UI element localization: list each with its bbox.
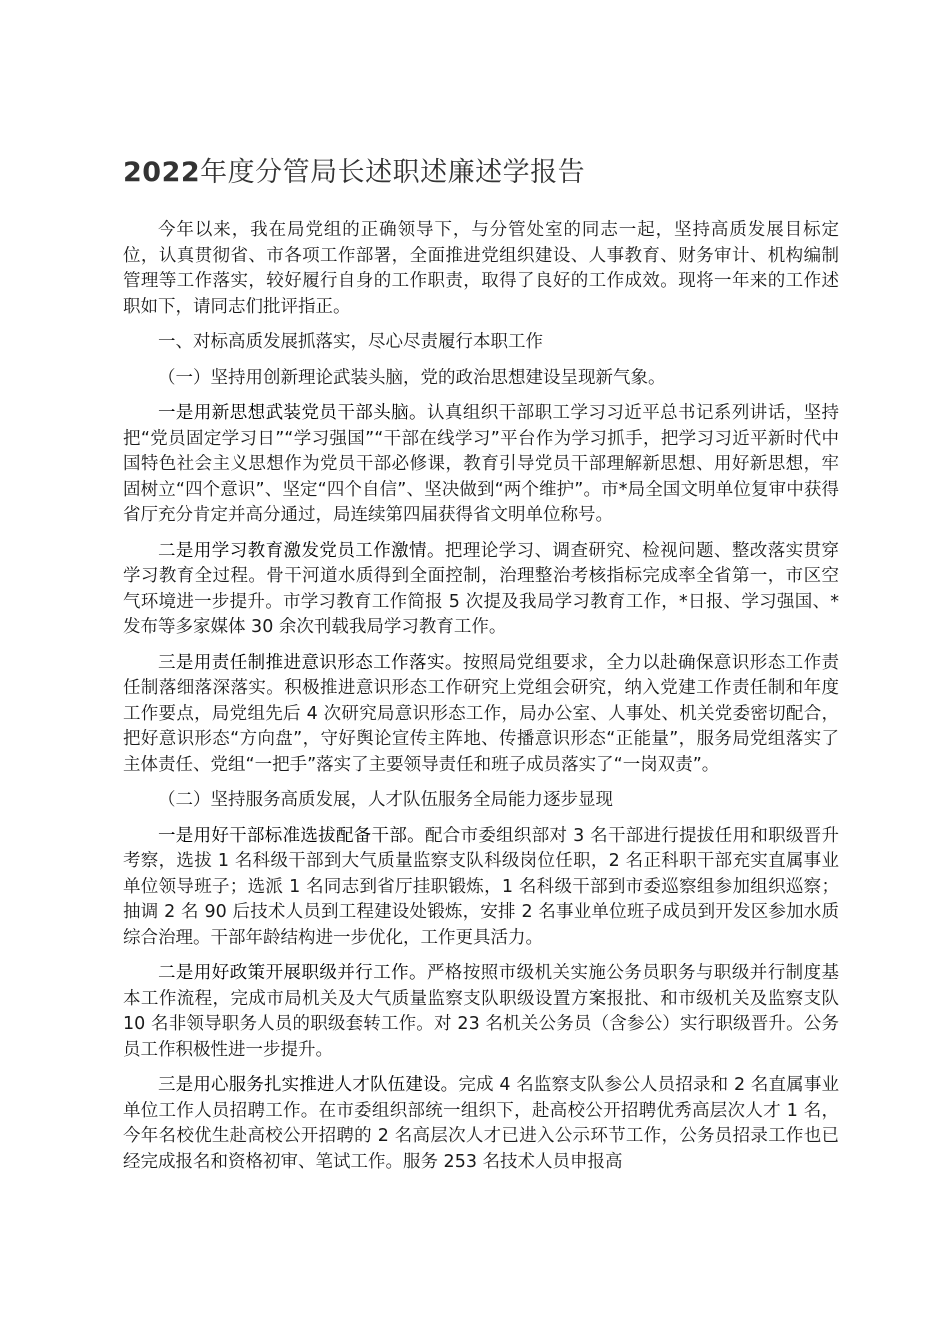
paragraph-body: 认真组织干部职工学习习近平总书记系列讲话，坚持把“党员固定学习日”“学习强国”“干部在线学习”平台作为学习抓手，把学习习近平新时代中国特色社会主义思想作为党员干部必修课，教育引导党员干部理解新思想、用好新思想，牢固树立“四个意识”、坚定“四个自信”、坚决做到“两个维护”。市*局全国文明单位复审中获得省厅充分肯定并高分通过，局连续第四届获得省文明单位称号。 <box>123 403 840 525</box>
paragraph-3 <box>123 651 839 779</box>
intro-paragraph: 今年以来，我在局党组的正确领导下，与分管处室的同志一起，坚持高质发展目标定位，认真贯彻省、市各项工作部署，全面推进党组织建设、人事教育、财务审计、机构编制管理等工作落实，较好履行自身的工作职责，取得了良好的工作成效。现将一年来的工作述职如下，请同志们批评指正。 <box>123 220 839 317</box>
paragraph-body: 按照局党组要求，全力以赴确保意识形态工作责任制落细落深落实。积极推进意识形态工作研究上党组会研究，纳入党建工作责任制和年度工作要点，局党组先后 4 次研究局意识形态工作，局办公室、人事处、机关党委密切配合，把好意识形态“方向盘”，守好舆论宣传主阵地、传播意识形态“正能量”，服务局党组落实了主体责任、党组“一把手”落实了主要领导责任和班子成员落实了“一岗双责”。 <box>123 652 840 775</box>
subsection-heading-1: （一）坚持用创新理论武装头脑，党的政治思想建设呈现新气象。 <box>158 367 666 388</box>
paragraph-body: 严格按照市级机关实施公务员职务与职级并行制度基本工作流程，完成市局机关及大气质量监察支队职级设置方案报批、和市级机关及监察支队 10 名非领导职务人员的职级套转工作。对 23 名机关公务员（含参公）实行职级晋升。公务员工作积极性进一步提升。 <box>123 963 840 1060</box>
title-text: 年度分管局长述职述廉述学报告 <box>200 157 586 188</box>
paragraph-lead: 一是用新思想武装党员干部头脑。 <box>158 403 427 423</box>
paragraph-lead: 二是用好政策开展职级并行工作。 <box>158 963 427 983</box>
paragraph-lead: 三是用责任制推进意识形态工作落实。 <box>158 652 463 673</box>
paragraph-5 <box>123 961 839 1063</box>
paragraph-lead: 一是用好干部标准选拔配备干部。 <box>158 825 425 846</box>
paragraph-2 <box>123 539 839 641</box>
section-heading-1: 一、对标高质发展抓落实，尽心尽责履行本职工作 <box>158 332 543 352</box>
paragraph-lead: 二是用学习教育激发党员工作激情。 <box>158 540 445 561</box>
document-title <box>123 150 839 196</box>
document-page <box>123 150 839 1185</box>
paragraph-4 <box>123 824 839 952</box>
paragraph-1 <box>123 401 839 529</box>
paragraph-6 <box>123 1073 839 1175</box>
paragraph-body: 把理论学习、调查研究、检视问题、整改落实贯穿学习教育全过程。骨干河道水质得到全面控制，治理整治考核指标完成率全省第一，市区空气环境进一步提升。市学习教育工作简报 5 次提及我局学习教育工作，*日报、学习强国、*发布等多家媒体 30 余次刊载我局学习教育工作。 <box>123 540 840 637</box>
paragraph-body: 完成 4 名监察支队参公人员招录和 2 名直属事业单位工作人员招聘工作。在市委组织部统一组织下，赴高校公开招聘优秀高层次人才 1 名，今年名校优生赴高校公开招聘的 2 名高层次人才已进入公示环节工作，公务员招录工作也已经完成报名和资格初审、笔试工作。服务 253 名技术人员申报高 <box>123 1075 839 1172</box>
paragraph-body: 配合市委组织部对 3 名干部进行提拔任用和职级晋升考察，选拔 1 名科级干部到大气质量监察支队科级岗位任职，2 名正科职干部充实直属事业单位领导班子；选派 1 名同志到省厅挂职锻炼，1 名科级干部到市委巡察组参加组织巡察；抽调 2 名 90 后技术人员到工程建设处锻炼，安排 2 名事业单位班子成员到开发区参加水质综合治理。干部年龄结构进一步优化，工作更具活力。 <box>123 825 839 948</box>
paragraph-lead: 三是用心服务扎实推进人才队伍建设。 <box>158 1075 459 1095</box>
title-year: 2022 <box>123 157 201 188</box>
subsection-heading-2: （二）坚持服务高质发展，人才队伍服务全局能力逐步显现 <box>158 790 613 810</box>
